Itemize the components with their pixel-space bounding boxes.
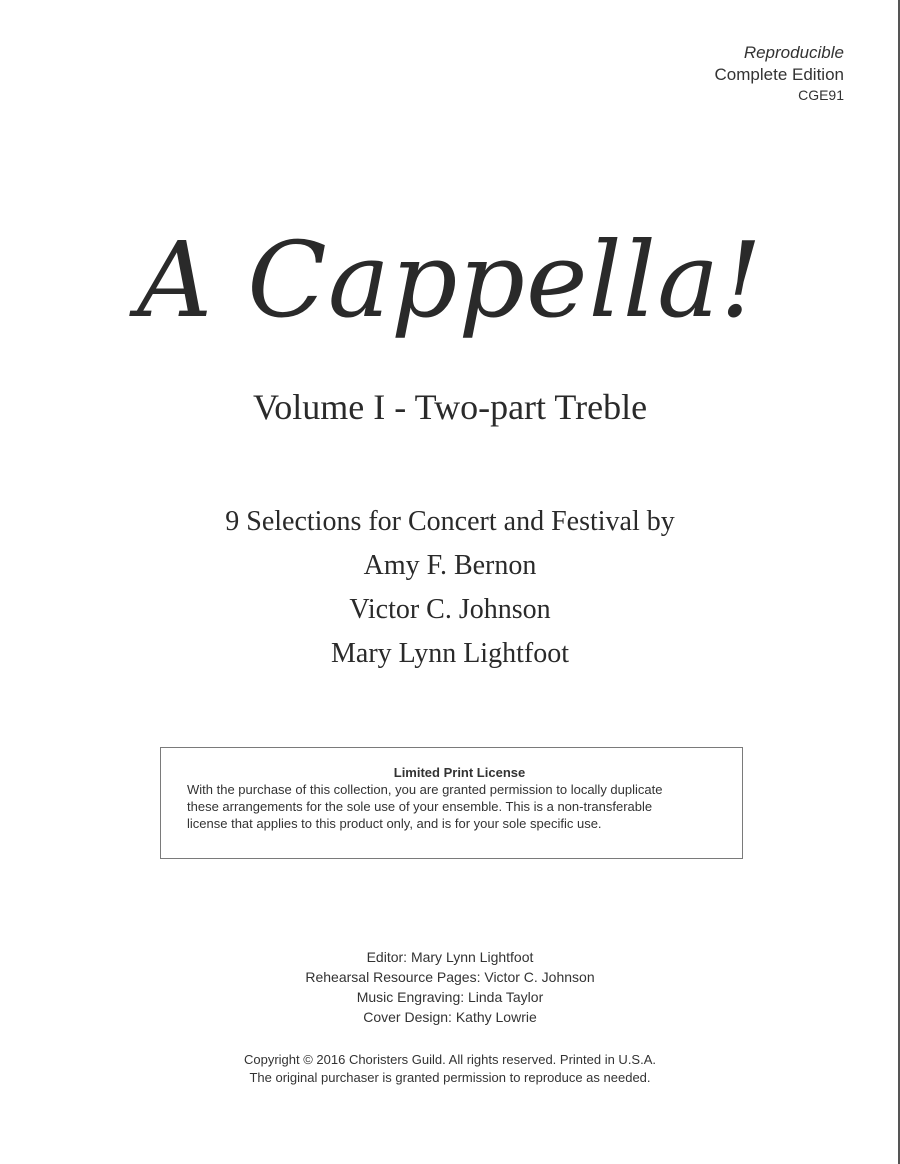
selections-intro: 9 Selections for Concert and Festival by (225, 506, 675, 537)
license-box (160, 747, 743, 859)
credit-line: Editor: Mary Lynn Lightfoot (366, 949, 534, 965)
reproducible-label: Reproducible (743, 43, 844, 62)
credit-line: Rehearsal Resource Pages: Victor C. Johnson (305, 969, 595, 985)
page-title: A Cappella! (137, 219, 763, 341)
composer-name: Mary Lynn Lightfoot (331, 638, 569, 669)
edition-info (715, 42, 844, 104)
copyright-block (0, 1051, 900, 1087)
volume-subtitle: Volume I - Two-part Treble (252, 387, 648, 427)
license-text-line: license that applies to this product only, and is for your sole specific use. (187, 816, 602, 831)
credit-line: Cover Design: Kathy Lowrie (363, 1009, 537, 1025)
license-text-line: these arrangements for the sole use of your ensemble. This is a non-transferable (187, 799, 653, 814)
credits-block (0, 947, 900, 1027)
credit-line: Music Engraving: Linda Taylor (356, 989, 544, 1005)
composer-name: Amy F. Bernon (363, 550, 537, 581)
license-title: Limited Print License (393, 765, 526, 780)
copyright-line: Copyright © 2016 Choristers Guild. All rights reserved. Printed in U.S.A. (243, 1052, 657, 1067)
selections-block (0, 500, 900, 676)
product-code: CGE91 (798, 87, 844, 104)
copyright-line: The original purchaser is granted permission to reproduce as needed. (249, 1070, 651, 1085)
edition-label: Complete Edition (714, 65, 844, 85)
composer-name: Victor C. Johnson (349, 594, 551, 625)
license-text-line: With the purchase of this collection, you are granted permission to locally duplicate (187, 782, 663, 797)
